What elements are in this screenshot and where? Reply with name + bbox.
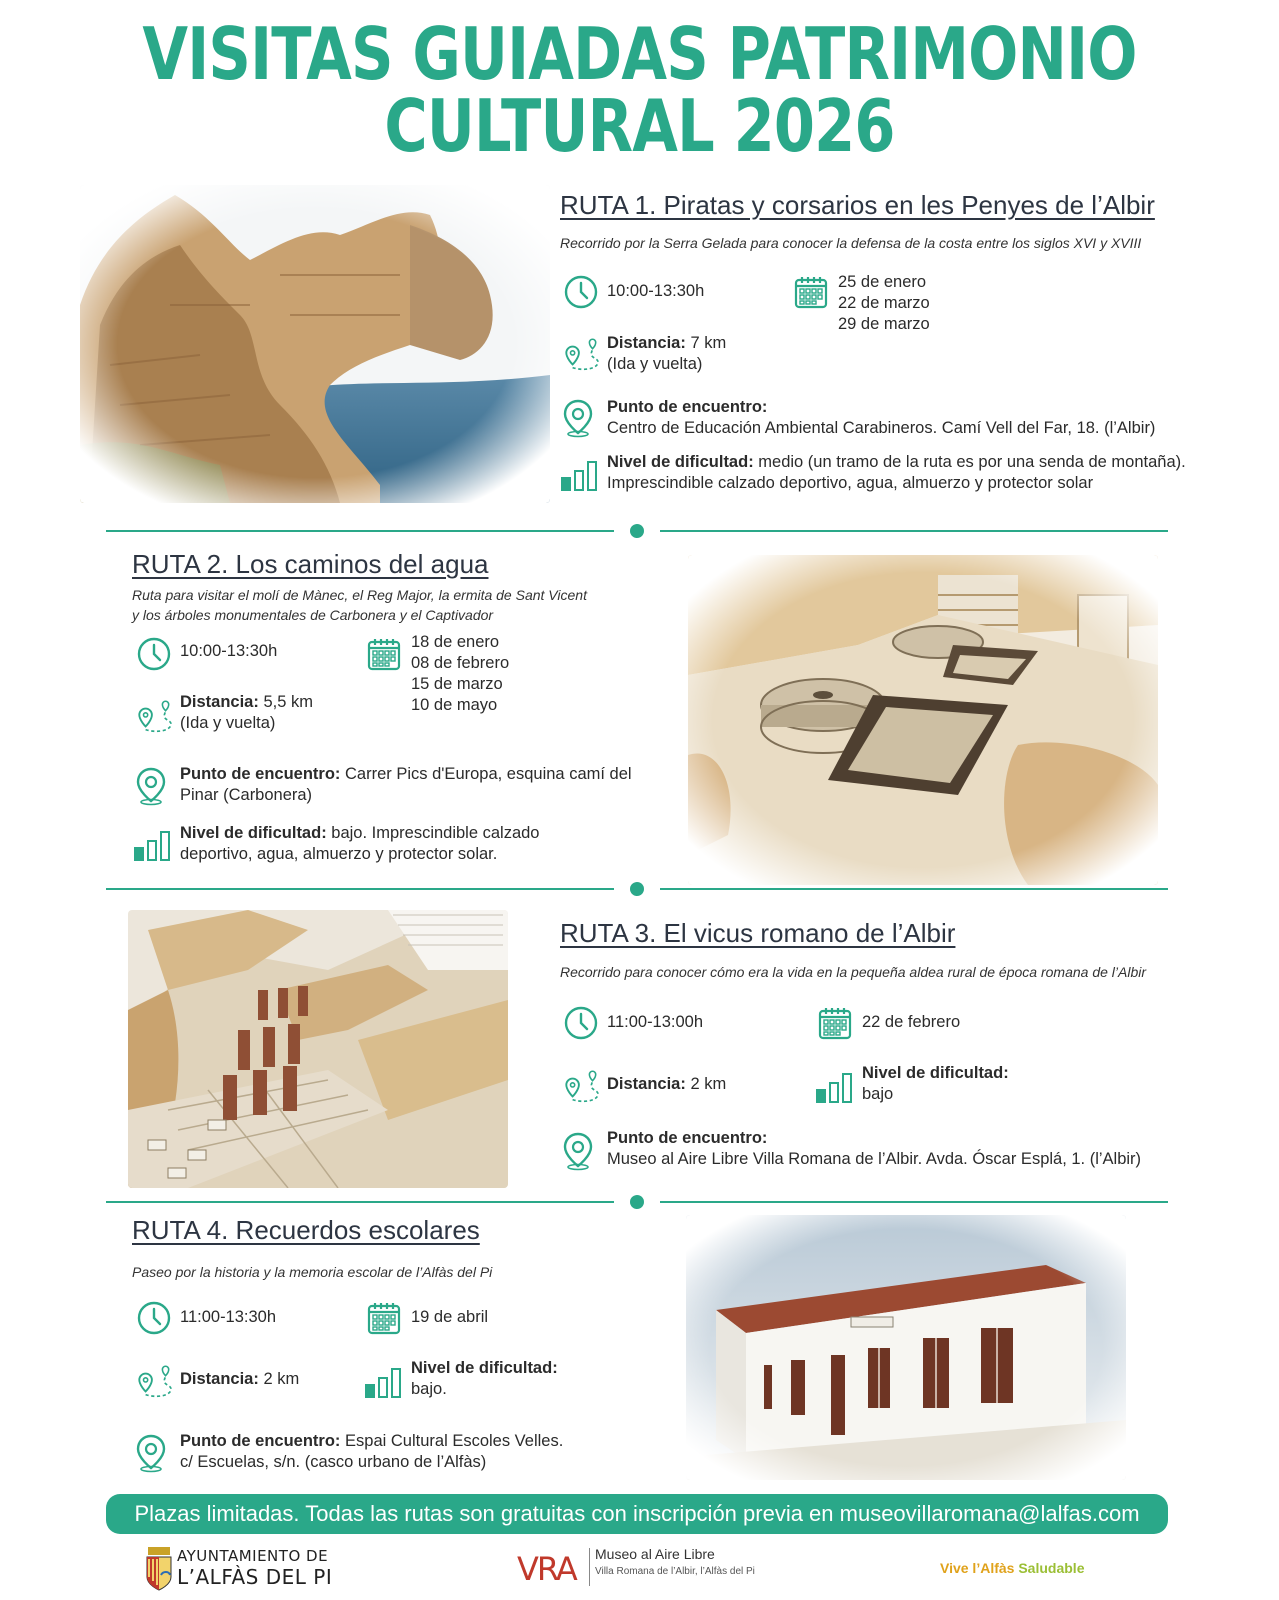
route-4-date: 19 de abril: [411, 1308, 489, 1326]
route-2-subtitle-line2: y los árboles monumentales de Carbonera y el Captivador: [132, 607, 494, 623]
route-3-meeting: [607, 1128, 1141, 1170]
section-divider: [106, 1201, 614, 1203]
route-3-image: [128, 910, 508, 1188]
route-2-distance: [180, 692, 313, 734]
route-2-distance-value: 5,5 km: [263, 693, 313, 711]
vra-museum-logo: [517, 1546, 777, 1591]
location-pin-icon: [133, 766, 169, 806]
route-3-time: 11:00-13:00h: [607, 1013, 704, 1031]
distance-label: Distancia:: [180, 1370, 259, 1388]
route-1-difficulty: [607, 452, 1186, 494]
coat-of-arms-icon: [145, 1547, 173, 1591]
route-3-title: RUTA 3. El vicus romano de l’Albir: [560, 918, 956, 948]
route-1-distance: [607, 333, 726, 375]
section-divider: [660, 530, 1168, 532]
difficulty-level-icon: [133, 828, 173, 864]
route-4-difficulty-value: bajo.: [411, 1380, 447, 1398]
meeting-label: Punto de encuentro:: [607, 398, 768, 416]
distance-label: Distancia:: [607, 1075, 686, 1093]
route-4-dates: [411, 1307, 488, 1328]
route-1-date: 22 de marzo: [838, 294, 930, 312]
route-1-difficulty-note: Imprescindible calzado deportivo, agua, almuerzo y protector solar: [607, 474, 1094, 492]
route-1-difficulty-value: medio (un tramo de la ruta es por una senda de montaña).: [758, 453, 1186, 471]
route-1-time: 10:00-13:30h: [607, 282, 705, 300]
page-title-line2: CULTURAL 2026: [384, 84, 895, 168]
calendar-icon: [793, 274, 829, 310]
calendar-icon: [366, 636, 402, 672]
route-2-distance-note: (Ida y vuelta): [180, 714, 276, 732]
route-3-difficulty-value: bajo: [862, 1085, 894, 1103]
meeting-label: Punto de encuentro:: [180, 765, 341, 783]
calendar-icon: [366, 1300, 402, 1336]
route-distance-icon: [560, 336, 602, 374]
section-divider: [660, 888, 1168, 890]
route-2-meeting: [180, 764, 632, 806]
route-2-meeting-line2: Pinar (Carbonera): [180, 786, 313, 804]
vive-alfas-saludable-logo: [940, 1560, 1140, 1590]
location-pin-icon: [560, 1131, 596, 1171]
distance-label: Distancia:: [180, 693, 259, 711]
divider-dot: [630, 524, 644, 538]
page-title-line1: VISITAS GUIADAS PATRIMONIO: [142, 12, 1137, 96]
route-1-subtitle: Recorrido por la Serra Gelada para conocer la defensa de la costa entre los siglos XVI y XVIII: [560, 235, 1142, 251]
route-2-subtitle-line1: Ruta para visitar el molí de Mànec, el Reg Major, la ermita de Sant Vicent: [132, 587, 587, 603]
meeting-label: Punto de encuentro:: [607, 1129, 768, 1147]
clock-icon: [136, 1300, 172, 1336]
route-2-date: 15 de marzo: [411, 675, 503, 693]
route-1-image: [80, 185, 550, 503]
route-2-dates: [411, 632, 509, 716]
vra-line2: Villa Romana de l’Albir, l’Alfàs del Pi: [595, 1566, 755, 1577]
ayuntamiento-line1: AYUNTAMIENTO DE: [177, 1547, 329, 1565]
route-1-meeting: [607, 397, 1155, 439]
route-1-title: RUTA 1. Piratas y corsarios en les Penyes de l’Albir: [560, 190, 1155, 220]
clock-icon: [136, 636, 172, 672]
route-4-title: RUTA 4. Recuerdos escolares: [132, 1215, 480, 1245]
section-divider: [660, 1201, 1168, 1203]
route-3-dates: [862, 1012, 960, 1033]
difficulty-label: Nivel de dificultad:: [180, 824, 327, 842]
route-2-difficulty-value: bajo. Imprescindible calzado: [331, 824, 540, 842]
route-distance-icon: [560, 1068, 602, 1106]
route-2-title: RUTA 2. Los caminos del agua: [132, 549, 489, 579]
route-2-time: 10:00-13:30h: [180, 642, 278, 660]
route-distance-icon: [133, 698, 175, 736]
route-2-date: 08 de febrero: [411, 654, 510, 672]
route-1-date: 29 de marzo: [838, 315, 930, 333]
route-1-dates: [838, 272, 930, 335]
section-divider: [106, 530, 614, 532]
route-2-meeting-line1: Carrer Pics d'Europa, esquina camí del: [345, 765, 632, 783]
difficulty-level-icon: [364, 1365, 404, 1401]
calendar-icon: [817, 1005, 853, 1041]
location-pin-icon: [133, 1433, 169, 1473]
route-4-meeting-line1: Espai Cultural Escoles Velles.: [345, 1432, 564, 1450]
vra-mark: VRA: [517, 1550, 576, 1588]
clock-icon: [563, 1005, 599, 1041]
route-4-image: [686, 1215, 1126, 1480]
route-4-distance-value: 2 km: [263, 1370, 300, 1388]
ayuntamiento-logo: [145, 1545, 345, 1595]
distance-label: Distancia:: [607, 334, 686, 352]
route-1-distance-value: 7 km: [690, 334, 727, 352]
route-3-distance: [607, 1074, 726, 1095]
vive-text: Vive l’: [940, 1560, 981, 1576]
page-title: [115, 12, 1164, 168]
route-2-date: 18 de enero: [411, 633, 500, 651]
section-divider: [106, 888, 614, 890]
route-3-subtitle: Recorrido para conocer cómo era la vida en la pequeña aldea rural de época romana de l’Albir: [560, 964, 1147, 980]
difficulty-level-icon: [560, 458, 600, 494]
difficulty-label: Nivel de dificultad:: [862, 1064, 1009, 1082]
difficulty-label: Nivel de dificultad:: [607, 453, 754, 471]
ayuntamiento-line2: L’ALFÀS DEL PI: [177, 1565, 333, 1589]
clock-icon: [563, 274, 599, 310]
divider-dot: [630, 882, 644, 896]
saludable-text: Saludable: [1018, 1560, 1085, 1576]
route-2-subtitle: [132, 585, 587, 625]
vra-divider: [589, 1548, 590, 1586]
route-3-meeting-value: Museo al Aire Libre Villa Romana de l’Albir. Avda. Óscar Esplá, 1. (l’Albir): [607, 1150, 1142, 1168]
route-2-date: 10 de mayo: [411, 696, 498, 714]
route-1-date: 25 de enero: [838, 273, 927, 291]
route-2-image: [688, 555, 1158, 885]
registration-banner: Plazas limitadas. Todas las rutas son gratuitas con inscripción previa en museovillaromana@lalfas.com: [106, 1494, 1168, 1534]
route-3-difficulty: [862, 1063, 1009, 1105]
divider-dot: [630, 1195, 644, 1209]
location-pin-icon: [560, 398, 596, 438]
route-4-time: 11:00-13:30h: [180, 1308, 277, 1326]
route-4-difficulty: [411, 1358, 558, 1400]
route-distance-icon: [133, 1363, 175, 1401]
vra-line1: Museo al Aire Libre: [595, 1546, 715, 1562]
route-3-distance-value: 2 km: [690, 1075, 727, 1093]
alfas-text: Alfàs: [980, 1560, 1015, 1576]
route-1-distance-note: (Ida y vuelta): [607, 355, 703, 373]
route-1-meeting-value: Centro de Educación Ambiental Carabineros. Camí Vell del Far, 18. (l’Albir): [607, 419, 1156, 437]
route-3-date: 22 de febrero: [862, 1013, 961, 1031]
route-2-difficulty-note: deportivo, agua, almuerzo y protector solar.: [180, 845, 498, 863]
route-2-difficulty: [180, 823, 539, 865]
route-4-subtitle: Paseo por la historia y la memoria escolar de l’Alfàs del Pi: [132, 1264, 493, 1280]
route-4-meeting-line2: c/ Escuelas, s/n. (casco urbano de l’Alfàs): [180, 1453, 487, 1471]
route-4-meeting: [180, 1431, 563, 1473]
route-4-distance: [180, 1369, 299, 1390]
difficulty-level-icon: [815, 1070, 855, 1106]
difficulty-label: Nivel de dificultad:: [411, 1359, 558, 1377]
meeting-label: Punto de encuentro:: [180, 1432, 341, 1450]
